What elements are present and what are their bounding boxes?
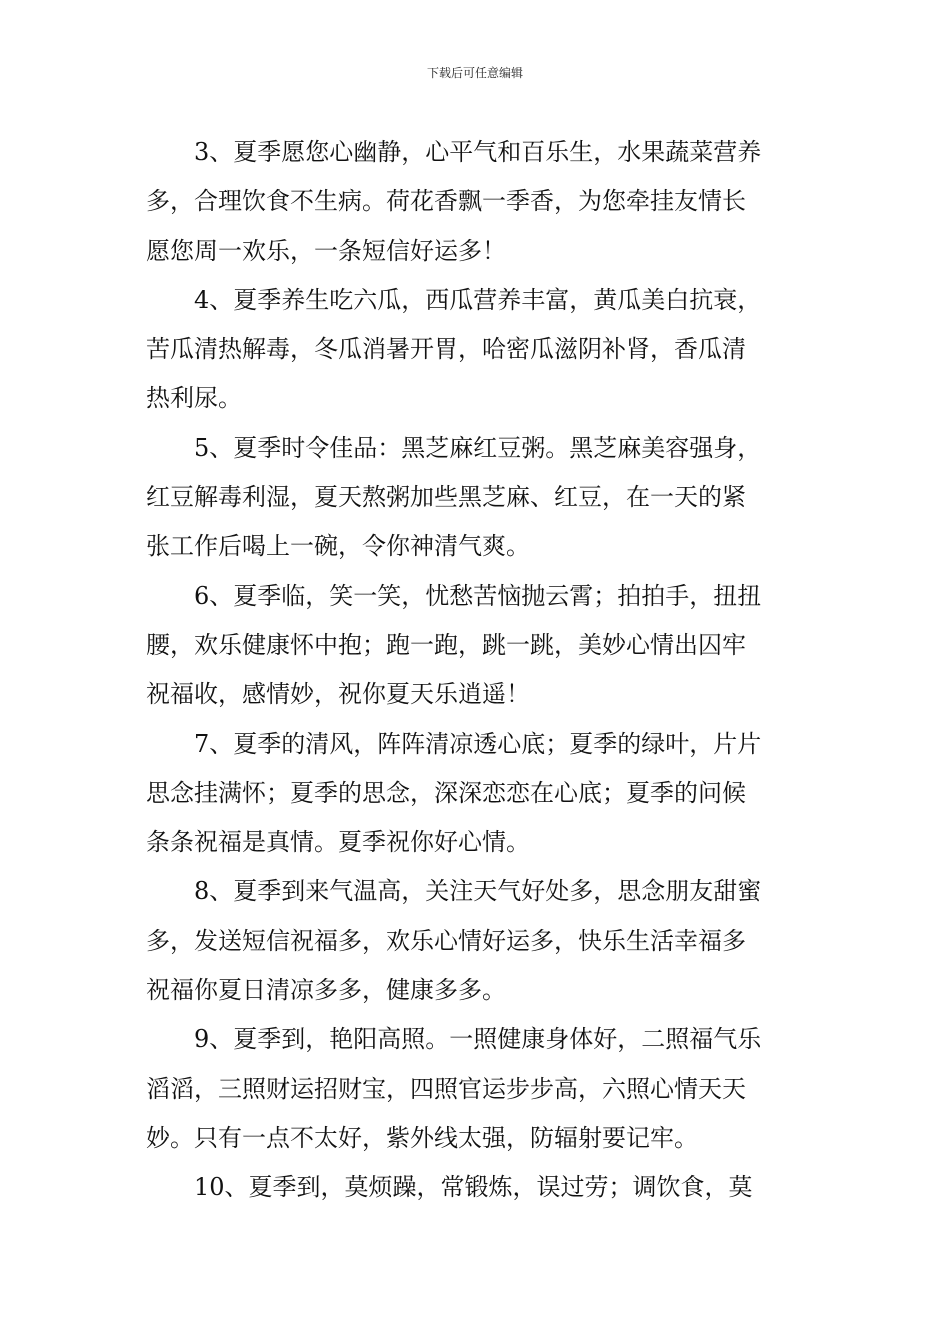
page-header: 下载后可任意编辑: [426, 66, 523, 80]
text-line: 祝福收，感情妙，祝你夏天乐逍遥！: [146, 680, 530, 709]
text-line: 红豆解毒利湿，夏天熬粥加些黑芝麻、红豆，在一天的紧: [146, 483, 746, 512]
paragraph-9: [146, 1015, 806, 1163]
text-line: 8、夏季到来气温高，关注天气好处多，思念朋友甜蜜: [194, 877, 762, 906]
paragraph-6: [146, 572, 806, 720]
paragraph-8: [146, 867, 806, 1015]
text-line: 祝福你夏日清凉多多，健康多多。: [146, 976, 506, 1005]
text-line: 10、夏季到，莫烦躁，常锻炼，误过劳；调饮食，莫: [194, 1173, 753, 1202]
document-body: [146, 128, 806, 1213]
text-line: 多，合理饮食不生病。荷花香飘一季香，为您牵挂友情长: [146, 187, 746, 216]
text-line: 苦瓜清热解毒，冬瓜消暑开胃，哈密瓜滋阴补肾，香瓜清: [146, 335, 746, 364]
text-line: 滔滔，三照财运招财宝，四照官运步步高，六照心情天天: [146, 1074, 746, 1103]
text-line: 4、夏季养生吃六瓜，西瓜营养丰富，黄瓜美白抗衰，: [194, 285, 762, 314]
text-line: 张工作后喝上一碗，令你神清气爽。: [146, 532, 530, 561]
text-line: 3、夏季愿您心幽静，心平气和百乐生，水果蔬菜营养: [194, 138, 762, 166]
paragraph-4: [146, 276, 806, 424]
text-line: 妙。只有一点不太好，紫外线太强，防辐射要记牢。: [146, 1123, 698, 1152]
text-line: 多，发送短信祝福多，欢乐心情好运多，快乐生活幸福多: [146, 926, 746, 955]
text-line: 热利尿。: [146, 384, 242, 413]
text-line: 6、夏季临，笑一笑，忧愁苦恼抛云霄；拍拍手，扭扭: [194, 581, 762, 610]
text-line: 5、夏季时令佳品：黑芝麻红豆粥。黑芝麻美容强身，: [194, 433, 762, 462]
text-line: 条条祝福是真情。夏季祝你好心情。: [146, 828, 530, 857]
text-line: 思念挂满怀；夏季的思念，深深恋恋在心底；夏季的问候: [146, 778, 746, 807]
text-line: 7、夏季的清风，阵阵清凉透心底；夏季的绿叶，片片: [194, 729, 762, 758]
paragraph-10: [146, 1163, 806, 1212]
text-line: 愿您周一欢乐，一条短信好运多！: [146, 236, 506, 265]
text-line: 腰，欢乐健康怀中抱；跑一跑，跳一跳，美妙心情出囚牢: [146, 630, 746, 659]
text-line: 9、夏季到，艳阳高照。一照健康身体好，二照福气乐: [194, 1025, 762, 1054]
paragraph-5: [146, 424, 806, 572]
paragraph-7: [146, 720, 806, 868]
paragraph-3: [146, 128, 806, 276]
